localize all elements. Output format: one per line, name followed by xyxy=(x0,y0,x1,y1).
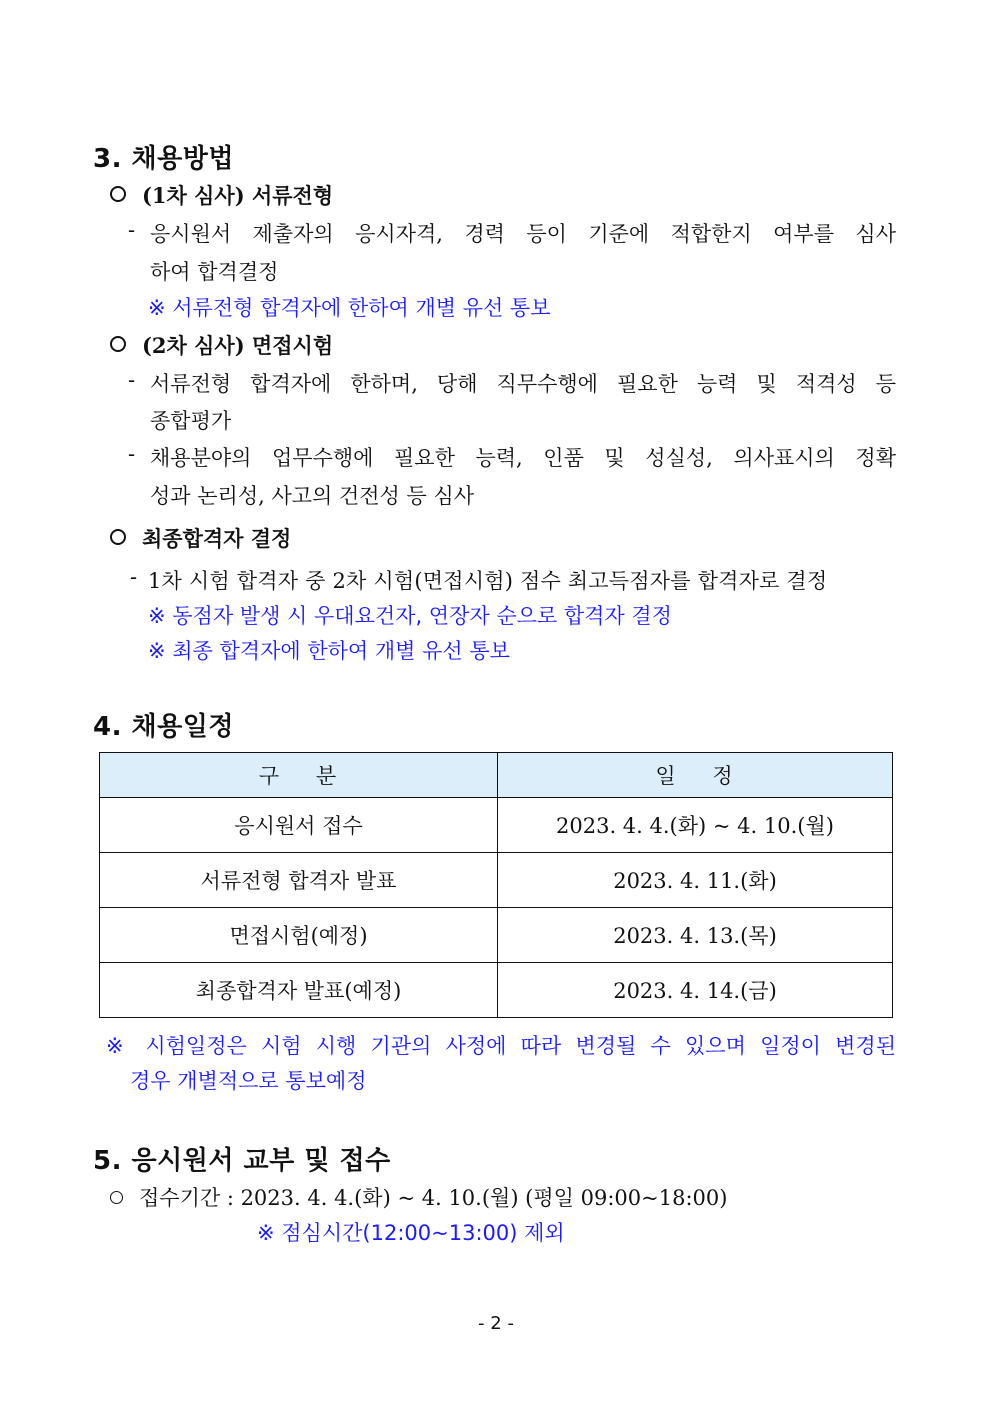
section-3-heading: 3. 채용방법 xyxy=(93,144,234,174)
stage-1-desc-line-2: 하여 합격결정 xyxy=(150,260,279,284)
table-cell-date: 2023. 4. 4.(화) ~ 4. 10.(월) xyxy=(498,798,893,853)
table-row xyxy=(100,908,893,963)
dash-bullet: - xyxy=(130,565,138,589)
table-header-schedule: 일 정 xyxy=(498,753,893,798)
final-decision-note-2: ※ 최종 합격자에 한하여 개별 유선 통보 xyxy=(148,639,510,663)
table-header-row xyxy=(100,753,893,798)
stage-2-desc-2-line-2: 성과 논리성, 사고의 건전성 등 심사 xyxy=(150,484,475,508)
circle-bullet-icon xyxy=(110,1191,123,1204)
table-row xyxy=(100,798,893,853)
application-period: 접수기간 : 2023. 4. 4.(화) ~ 4. 10.(월) (평일 09:00~18:00) xyxy=(110,1182,727,1212)
table-cell-category: 최종합격자 발표(예정) xyxy=(100,963,498,1018)
table-cell-category: 응시원서 접수 xyxy=(100,798,498,853)
final-decision-note-1: ※ 동점자 발생 시 우대요건자, 연장자 순으로 합격자 결정 xyxy=(148,604,672,628)
section-4-heading: 4. 채용일정 xyxy=(93,712,234,742)
stage-1-heading: (1차 심사) 서류전형 xyxy=(110,180,333,210)
dash-bullet: - xyxy=(128,368,136,392)
final-decision-desc: 1차 시험 합격자 중 2차 시험(면접시험) 점수 최고득점자를 합격자로 결정 xyxy=(148,569,828,593)
schedule-table xyxy=(99,752,893,1018)
dash-bullet: - xyxy=(128,442,136,466)
table-cell-category: 면접시험(예정) xyxy=(100,908,498,963)
stage-1-note: ※ 서류전형 합격자에 한하여 개별 유선 통보 xyxy=(148,296,551,320)
stage-2-desc-2-line-1: 채용분야의 업무수행에 필요한 능력, 인품 및 성실성, 의사표시의 정확 xyxy=(150,446,896,470)
lunch-exclusion-note: ※ 점심시간(12:00~13:00) 제외 xyxy=(257,1221,565,1245)
table-row xyxy=(100,853,893,908)
circle-bullet-icon xyxy=(110,336,126,352)
schedule-note-line-1: ※ 시험일정은 시험 시행 기관의 사정에 따라 변경될 수 있으며 일정이 변경된 xyxy=(106,1034,896,1058)
stage-1-desc-line-1: 응시원서 제출자의 응시자격, 경력 등이 기준에 적합한지 여부를 심사 xyxy=(150,222,896,246)
table-row xyxy=(100,963,893,1018)
final-decision-heading: 최종합격자 결정 xyxy=(110,523,291,553)
table-cell-date: 2023. 4. 11.(화) xyxy=(498,853,893,908)
circle-bullet-icon xyxy=(110,529,126,545)
stage-2-desc-1-line-2: 종합평가 xyxy=(150,409,232,433)
schedule-note-line-2: 경우 개별적으로 통보예정 xyxy=(130,1069,367,1093)
table-header-category: 구 분 xyxy=(100,753,498,798)
stage-2-desc-1-line-1: 서류전형 합격자에 한하며, 당해 직무수행에 필요한 능력 및 적격성 등 xyxy=(150,372,896,396)
section-5-heading: 5. 응시원서 교부 및 접수 xyxy=(93,1146,391,1176)
circle-bullet-icon xyxy=(110,186,126,202)
table-cell-date: 2023. 4. 14.(금) xyxy=(498,963,893,1018)
stage-2-heading: (2차 심사) 면접시험 xyxy=(110,330,333,360)
table-cell-date: 2023. 4. 13.(목) xyxy=(498,908,893,963)
dash-bullet: - xyxy=(128,218,136,242)
page-number: - 2 - xyxy=(478,1313,514,1334)
table-cell-category: 서류전형 합격자 발표 xyxy=(100,853,498,908)
